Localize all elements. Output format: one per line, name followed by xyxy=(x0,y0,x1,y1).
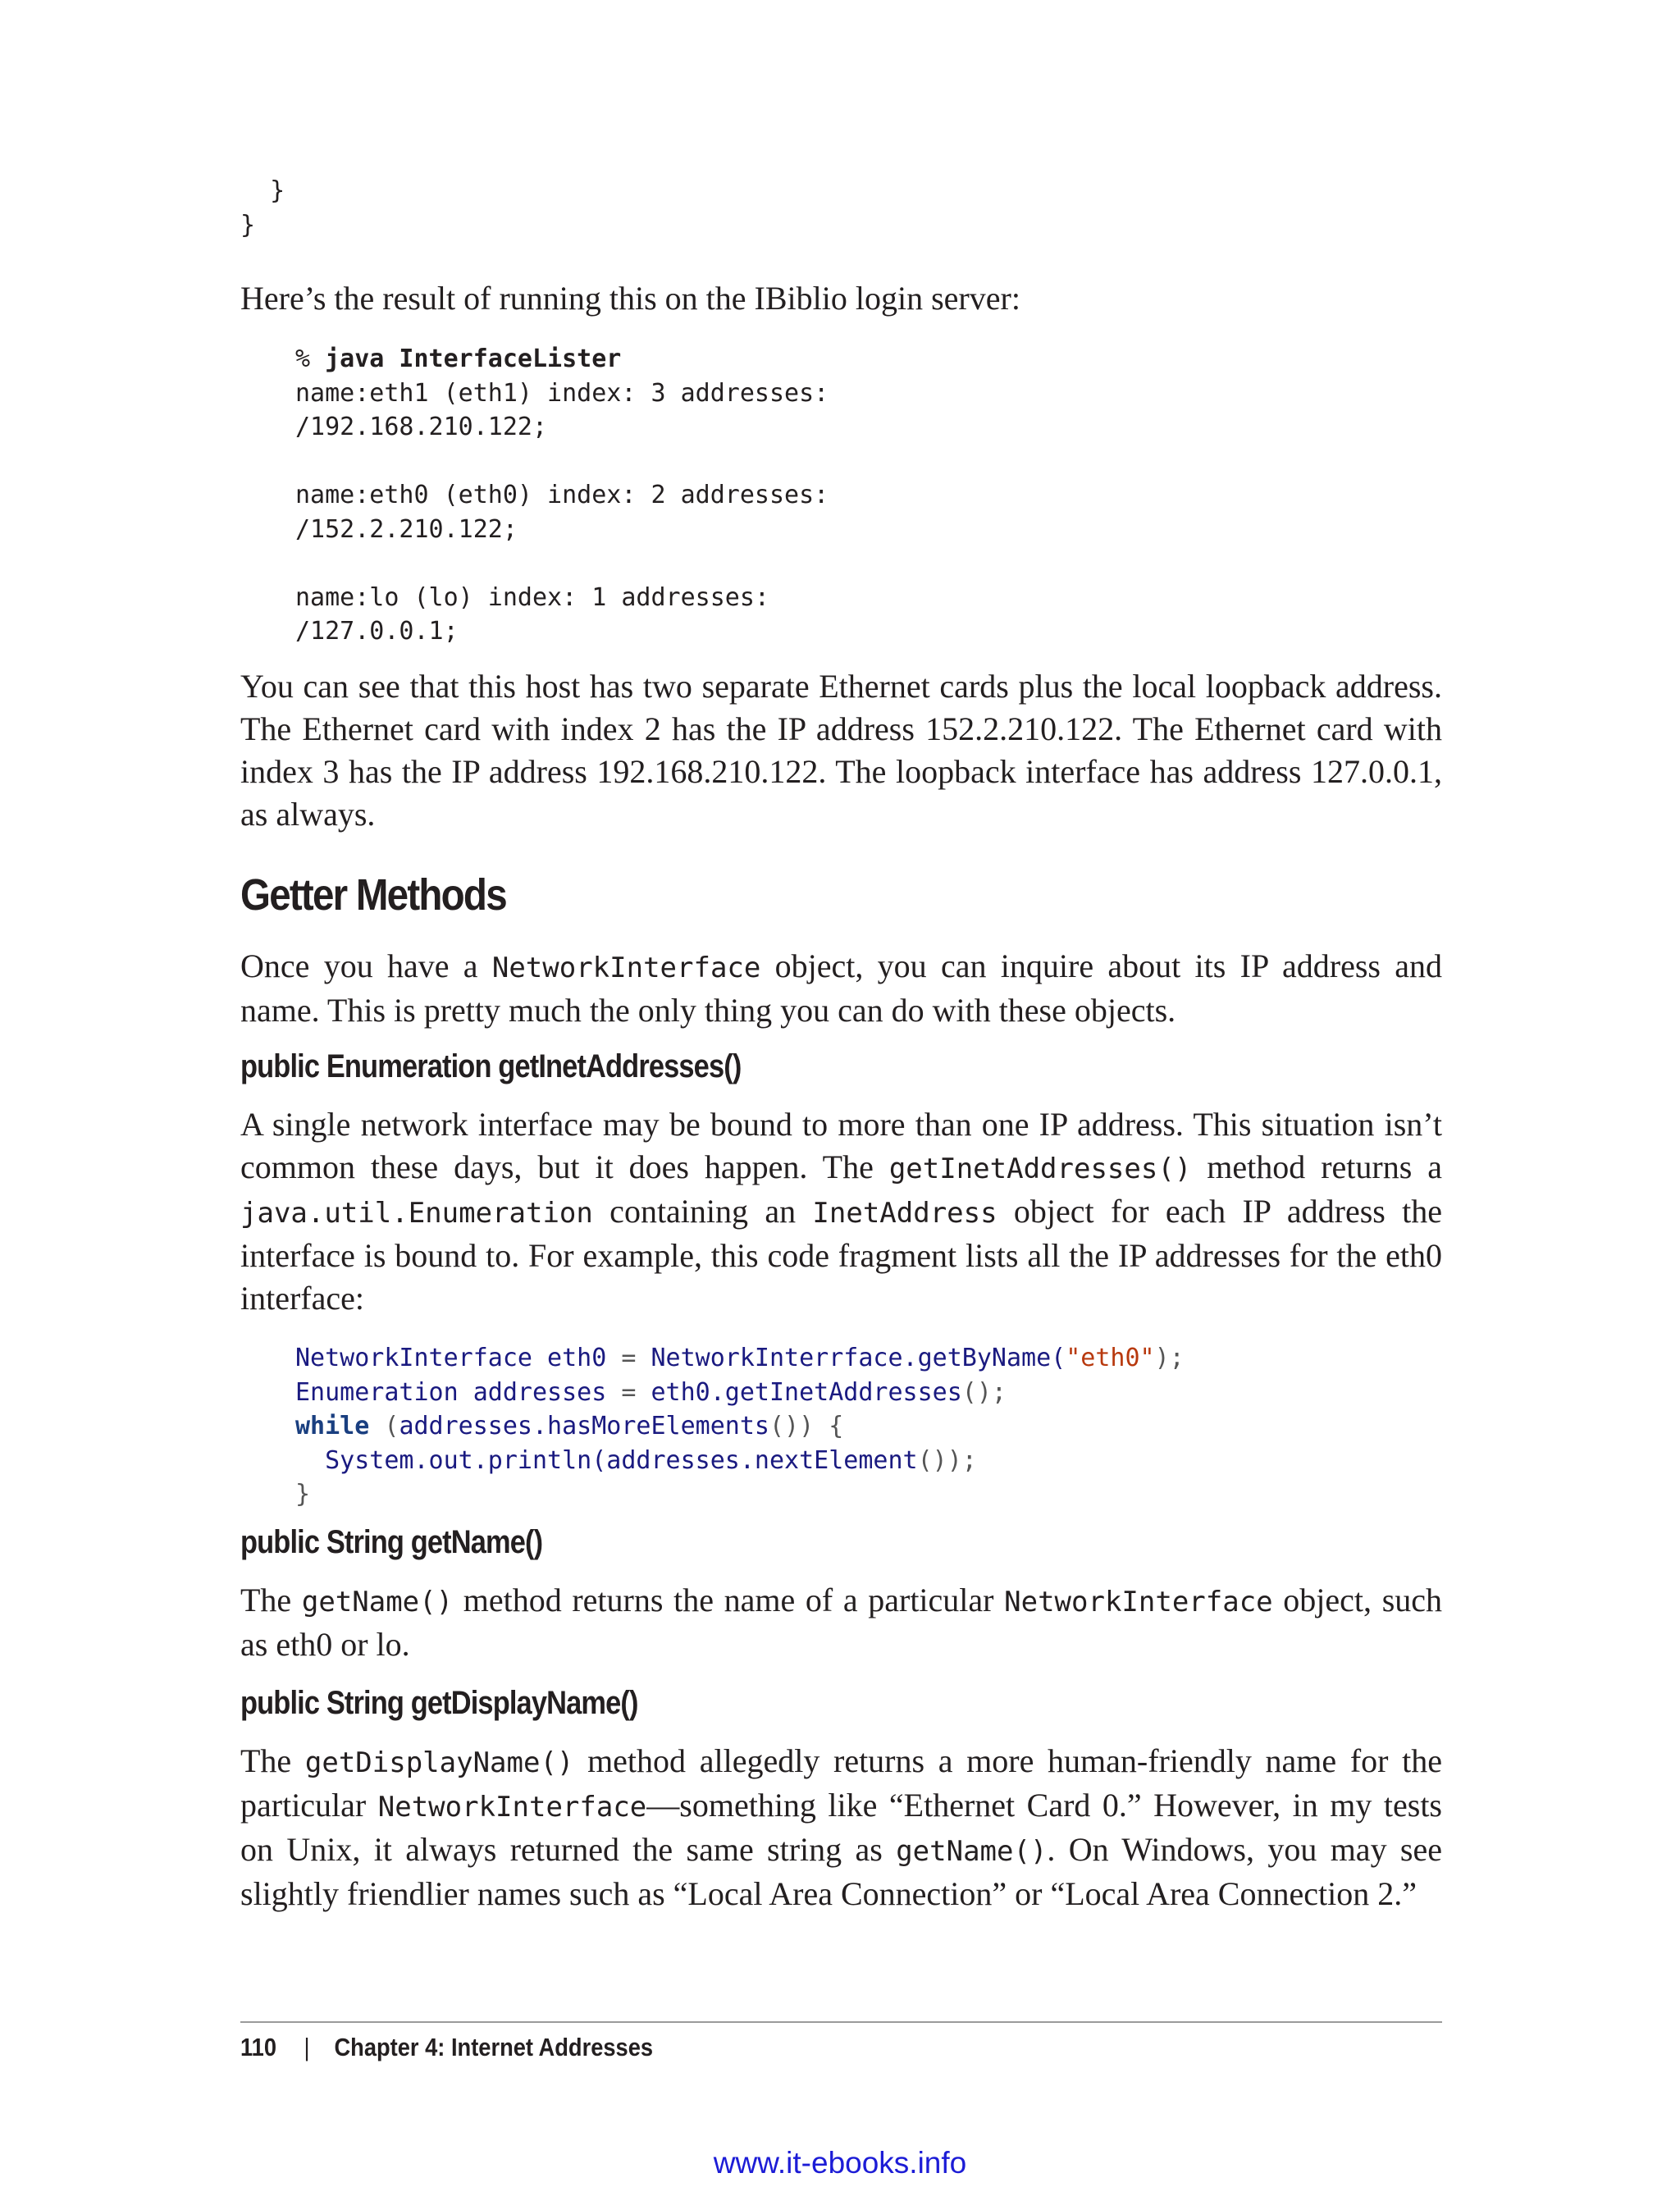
console-output xyxy=(295,342,1497,649)
method-heading-getinetaddresses: public Enumeration getInetAddresses() xyxy=(240,1048,742,1084)
chapter-title: Chapter 4: Internet Addresses xyxy=(334,2033,654,2061)
inline-code: getDisplayName() xyxy=(304,1746,574,1779)
inline-code: NetworkInterface xyxy=(377,1791,647,1824)
inline-code: getInetAddresses() xyxy=(888,1153,1192,1185)
inline-code: getName() xyxy=(896,1835,1048,1868)
inline-code: java.util.Enumeration xyxy=(240,1197,593,1230)
prompt: % xyxy=(295,345,326,373)
code-line: } xyxy=(240,176,285,205)
inline-code: getName() xyxy=(301,1586,454,1618)
code-closing-braces xyxy=(240,174,1442,242)
page-footer xyxy=(240,2033,653,2069)
explanation-paragraph: You can see that this host has two separate Ethernet cards plus the local loopback address. The Ethernet card with index 2 has the IP address 152.2.210.122. The Ethernet card with index 3 has the IP address 192.168.210.122. The loopback interface has address 127.0.0.1, as always. xyxy=(240,668,1442,833)
method-heading-getdisplayname: public String getDisplayName() xyxy=(240,1685,638,1721)
getname-paragraph: The getName() method returns the name of a particular NetworkInterface object, such as eth0 or lo. xyxy=(240,1582,1443,1663)
code-line: } xyxy=(240,210,256,240)
inline-code: NetworkInterface xyxy=(491,952,761,984)
inline-code: NetworkInterface xyxy=(1004,1586,1273,1618)
output-line: name:eth1 (eth1) index: 3 addresses: xyxy=(295,378,829,408)
code-keyword: while xyxy=(295,1412,370,1440)
output-line: /127.0.0.1; xyxy=(295,617,459,646)
code-type: NetworkInterface xyxy=(295,1344,532,1372)
getter-intro-paragraph: Once you have a NetworkInterface object, you can inquire about its IP address and name. This is pretty much the only thing you can do with these objects. xyxy=(240,947,1443,1029)
output-line: name:eth0 (eth0) index: 2 addresses: xyxy=(295,481,829,509)
footer-divider xyxy=(240,2021,1442,2023)
code-type: Enumeration xyxy=(295,1377,459,1407)
output-line: /152.2.210.122; xyxy=(295,514,518,544)
getinetaddresses-paragraph: A single network interface may be bound to more than one IP address. This situation isn’t common these days, but it does happen. The getInetAddresses() method returns a java.util.Enumeration containing an InetAddress object for each IP address the interface is bound to. For example, this code fragment lists all the IP addresses for the eth0 interface: xyxy=(240,1106,1443,1317)
page-number: 110 xyxy=(240,2033,277,2061)
getdisplayname-paragraph: The getDisplayName() method allegedly returns a more human-friendly name for the particular NetworkInterface—something like “Ethernet Card 0.” However, in my tests on Unix, it always returned the same string as getName(). On Windows, you may see slightly friendlier names such as “Local Area Connection” or “Local Area Connection 2.” xyxy=(240,1742,1443,1912)
method-heading-getname: public String getName() xyxy=(240,1524,543,1560)
output-line: name:lo (lo) index: 1 addresses: xyxy=(295,582,769,612)
inline-code: InetAddress xyxy=(812,1197,998,1230)
section-heading-getter-methods: Getter Methods xyxy=(240,870,506,920)
output-line: /192.168.210.122; xyxy=(295,413,548,441)
intro-paragraph: Here’s the result of running this on the IBiblio login server: xyxy=(240,280,1020,317)
code-string: "eth0" xyxy=(1066,1344,1155,1372)
watermark-link[interactable]: www.it-ebooks.info xyxy=(713,2146,967,2180)
footer-separator: | xyxy=(304,2033,310,2061)
command: java InterfaceLister xyxy=(325,345,622,373)
code-sample: NetworkInterface eth0 = NetworkInterrface.getByName("eth0"); Enumeration addresses = eth0.getInetAddresses(); while (addresses.hasMoreElements()) { System.out.println(addresses.nextElement()); } xyxy=(295,1344,1185,1509)
